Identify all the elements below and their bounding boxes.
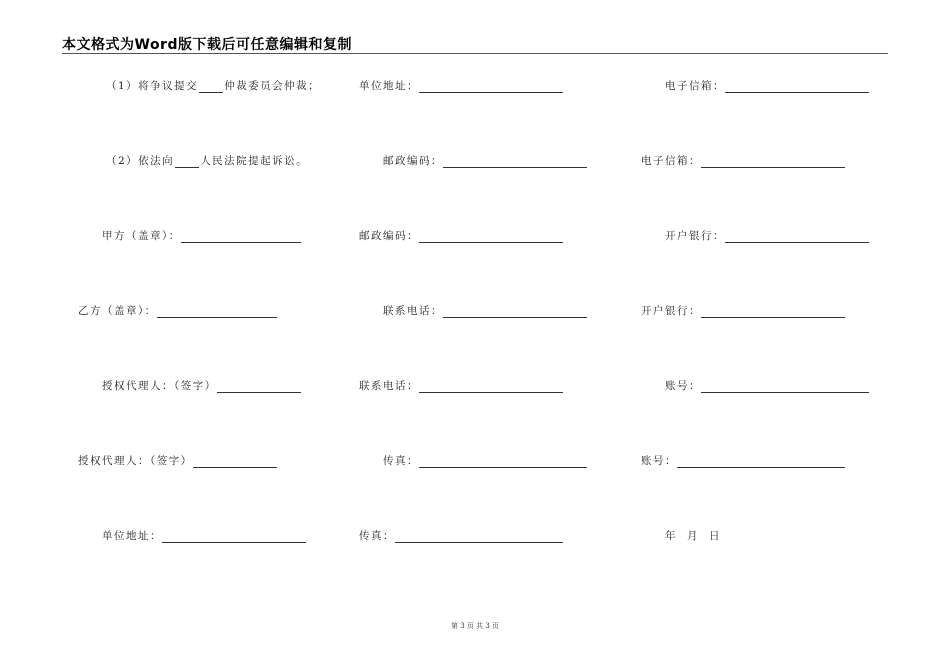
page-number-footer: 第 3 页 共 3 页 bbox=[450, 622, 500, 630]
party-b-agent-label: 授权代理人：（签字） bbox=[78, 455, 193, 467]
party-a-phone-field bbox=[383, 304, 587, 318]
party-a-address-label: 单位地址： bbox=[102, 530, 162, 542]
party-b-seal-label: 乙方（盖章）： bbox=[78, 305, 157, 317]
party-b-account-field bbox=[641, 454, 845, 468]
party-a-fax-label: 传真： bbox=[383, 455, 419, 467]
party-b-postcode-blank[interactable] bbox=[419, 231, 563, 243]
date-year-label: 年 bbox=[665, 530, 676, 542]
party-a-account-field bbox=[665, 379, 869, 393]
party-a-seal-label: 甲方（盖章）： bbox=[102, 230, 181, 242]
party-a-fax-field bbox=[383, 454, 587, 468]
party-b-postcode-field bbox=[359, 229, 563, 243]
party-a-agent-field bbox=[102, 379, 301, 393]
party-a-email-field bbox=[665, 79, 869, 93]
party-b-agent-blank[interactable] bbox=[193, 456, 277, 468]
party-b-address-blank[interactable] bbox=[419, 81, 563, 93]
party-a-phone-blank[interactable] bbox=[443, 306, 587, 318]
party-a-address-field bbox=[102, 529, 306, 543]
party-b-email-label: 电子信箱： bbox=[641, 155, 701, 167]
party-a-account-blank[interactable] bbox=[701, 381, 869, 393]
signing-date bbox=[665, 529, 720, 543]
party-b-agent-field bbox=[78, 454, 277, 468]
party-a-agent-label: 授权代理人：（签字） bbox=[102, 380, 217, 392]
arbitration-label-pre: （1）将争议提交 bbox=[106, 80, 199, 92]
party-a-email-blank[interactable] bbox=[725, 81, 869, 93]
party-a-postcode-field bbox=[383, 154, 587, 168]
party-b-seal-blank[interactable] bbox=[157, 306, 277, 318]
party-b-address-label: 单位地址： bbox=[359, 80, 419, 92]
party-a-bank-field bbox=[665, 229, 869, 243]
party-b-phone-field bbox=[359, 379, 563, 393]
party-b-fax-field bbox=[359, 529, 563, 543]
document-header-title: 本文格式为Word版下载后可任意编辑和复制 bbox=[62, 37, 352, 53]
party-a-seal-field bbox=[102, 229, 301, 243]
party-b-account-label: 账号： bbox=[641, 455, 677, 467]
party-b-email-field bbox=[641, 154, 845, 168]
party-b-email-blank[interactable] bbox=[701, 156, 845, 168]
arbitration-commission-blank[interactable] bbox=[199, 81, 223, 93]
date-month-label: 月 bbox=[687, 530, 698, 542]
party-a-postcode-blank[interactable] bbox=[443, 156, 587, 168]
arbitration-label-post: 仲裁委员会仲裁； bbox=[224, 80, 321, 92]
party-b-bank-field bbox=[641, 304, 845, 318]
party-b-address-field bbox=[359, 79, 563, 93]
party-a-bank-label: 开户银行： bbox=[665, 230, 725, 242]
dispute-option-litigation bbox=[106, 154, 308, 168]
header-divider bbox=[62, 53, 888, 54]
party-b-bank-label: 开户银行： bbox=[641, 305, 701, 317]
party-b-account-blank[interactable] bbox=[677, 456, 845, 468]
party-a-email-label: 电子信箱： bbox=[665, 80, 725, 92]
party-a-phone-label: 联系电话： bbox=[383, 305, 443, 317]
party-a-postcode-label: 邮政编码： bbox=[383, 155, 443, 167]
party-b-fax-label: 传真： bbox=[359, 530, 395, 542]
party-a-seal-blank[interactable] bbox=[181, 231, 301, 243]
party-b-fax-blank[interactable] bbox=[395, 531, 563, 543]
party-b-phone-blank[interactable] bbox=[419, 381, 563, 393]
date-day-label: 日 bbox=[709, 530, 720, 542]
party-b-phone-label: 联系电话： bbox=[359, 380, 419, 392]
party-a-agent-blank[interactable] bbox=[217, 381, 301, 393]
court-name-blank[interactable] bbox=[175, 156, 199, 168]
party-b-bank-blank[interactable] bbox=[701, 306, 845, 318]
litigation-label-pre: （2）依法向 bbox=[106, 155, 175, 167]
dispute-option-arbitration bbox=[106, 79, 320, 93]
party-a-address-blank[interactable] bbox=[162, 531, 306, 543]
party-b-postcode-label: 邮政编码： bbox=[359, 230, 419, 242]
party-a-fax-blank[interactable] bbox=[419, 456, 587, 468]
party-a-bank-blank[interactable] bbox=[725, 231, 869, 243]
party-b-seal-field bbox=[78, 304, 277, 318]
litigation-label-post: 人民法院提起诉讼。 bbox=[200, 155, 309, 167]
party-a-account-label: 账号： bbox=[665, 380, 701, 392]
